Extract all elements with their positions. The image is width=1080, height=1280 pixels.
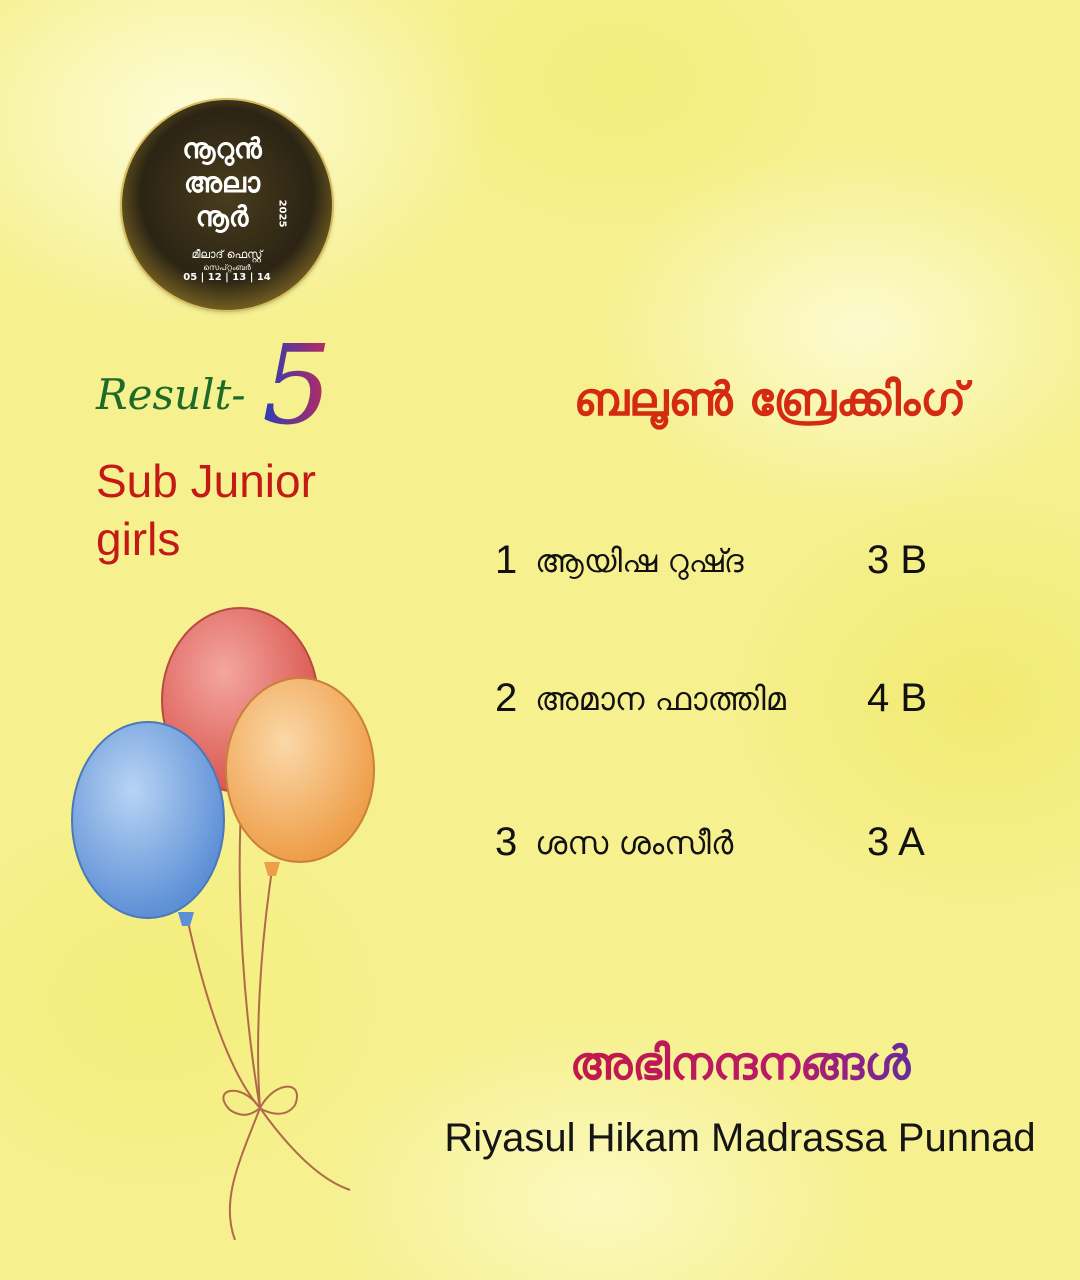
logo-year: 2025 [276, 199, 288, 228]
balloons-illustration-icon [60, 600, 420, 1240]
winner-rank: 2 [495, 676, 518, 720]
bow-tail [230, 1108, 260, 1240]
winner-class: 3 A [867, 820, 925, 864]
winner-name: ശസ ശംസീർ [535, 824, 734, 862]
logo-month: സെപ്റ്റംബർ [203, 263, 251, 272]
congratulations-text: അഭിനന്ദനങ്ങൾ [480, 1036, 1000, 1092]
blue-balloon [72, 722, 224, 918]
category-label: Sub Junior girls [96, 455, 316, 565]
winner-name: ആയിഷ റുഷ്ദ [535, 542, 744, 580]
winner-row [495, 532, 955, 592]
result-number: 5 [262, 321, 332, 449]
balloon-string [258, 870, 272, 1108]
logo-dates: 05 | 12 | 13 | 14 [183, 272, 271, 283]
winner-class: 4 B [867, 676, 928, 720]
winner-class: 3 B [867, 538, 928, 582]
winner-rank: 1 [495, 538, 518, 582]
logo-subtitle: മീലാദ് ഫെസ്റ്റ് [191, 248, 263, 261]
bow-tail [260, 1108, 350, 1190]
orange-balloon [226, 678, 374, 862]
result-label: Result- [96, 370, 246, 419]
balloon-string [188, 922, 260, 1108]
winner-row [495, 670, 955, 730]
winner-name: അമാന ഫാത്തിമ [535, 680, 786, 718]
winner-rank: 3 [495, 820, 518, 864]
blue-balloon-knot [178, 912, 194, 926]
event-title: ബലൂൺ ബ്രേക്കിംഗ് [573, 372, 967, 426]
madrassa-name: Riyasul Hikam Madrassa Punnad [444, 1116, 1036, 1160]
logo-title: നൂറുൻ അലാ നൂർ [182, 132, 262, 233]
event-logo [122, 100, 332, 310]
winner-row [495, 814, 955, 874]
orange-balloon-knot [264, 862, 280, 876]
